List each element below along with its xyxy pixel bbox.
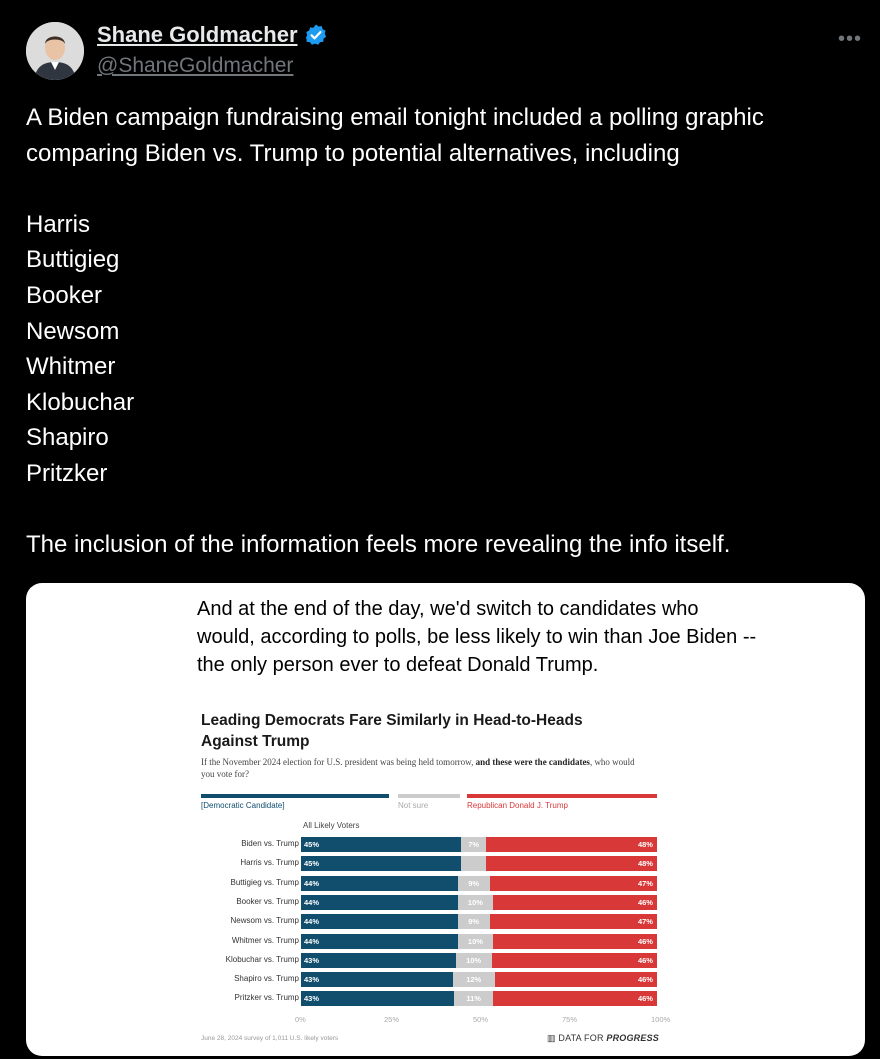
bar-republican: 47% <box>490 876 657 891</box>
bar-republican: 46% <box>493 934 657 949</box>
chart-row-label: Pritzker vs. Trump <box>234 993 299 1003</box>
bar-not-sure: 9% <box>458 876 490 891</box>
chart-row <box>26 893 865 912</box>
bar-republican: 48% <box>486 837 657 852</box>
tweet-text <box>26 100 856 563</box>
chart-row-label: Whitmer vs. Trump <box>231 935 299 945</box>
legend-label: [Democratic Candidate] <box>201 801 285 810</box>
more-options-icon[interactable]: ••• <box>837 28 862 50</box>
bar-not-sure: 9% <box>458 914 490 929</box>
bar-democratic: 44% <box>301 934 458 949</box>
brand-logo <box>547 1033 659 1044</box>
bar-republican: 46% <box>495 972 657 987</box>
author-block <box>97 22 328 78</box>
bar-not-sure: 10% <box>458 895 494 910</box>
bar-democratic: 43% <box>301 953 456 968</box>
chart-row-label: Biden vs. Trump <box>241 839 299 848</box>
avatar-photo <box>26 22 84 80</box>
chart-title: Leading Democrats Fare Similarly in Head-to-Heads Against Trump <box>201 712 583 750</box>
legend-republican <box>467 794 657 810</box>
tweet-name-line: Shapiro <box>26 424 109 452</box>
brand-text: DATA FOR <box>558 1033 607 1043</box>
tweet-name-line: Booker <box>26 281 103 309</box>
tweet-outro: The inclusion of the information feels more revealing the info itself. <box>26 531 731 559</box>
bar-republican: 48% <box>486 856 657 871</box>
chart-row-label: Shapiro vs. Trump <box>234 974 299 984</box>
bar-democratic: 43% <box>301 991 454 1006</box>
bar-republican: 47% <box>490 914 657 929</box>
x-tick-label: 0% <box>295 1015 306 1024</box>
x-tick-label: 50% <box>473 1015 489 1024</box>
x-tick-label: 100% <box>651 1015 671 1024</box>
legend-label: Republican Donald J. Trump <box>467 801 568 810</box>
author-handle[interactable]: @ShaneGoldmacher <box>97 54 294 77</box>
chart-row-label: Harris vs. Trump <box>240 858 299 868</box>
bar-democratic: 44% <box>301 914 458 929</box>
author-name[interactable]: Shane Goldmacher <box>97 22 298 47</box>
tweet-intro: A Biden campaign fundraising email tonight included a polling graphic comparing Biden vs. Trump to potential alternatives, including <box>26 104 764 167</box>
x-tick-label: 75% <box>562 1015 578 1024</box>
legend-not-sure <box>398 794 460 810</box>
bar-not-sure: 10% <box>458 934 494 949</box>
chart-row <box>26 874 865 893</box>
tweet-name-line: Pritzker <box>26 459 108 487</box>
chart-row-label: Booker vs. Trump <box>236 896 299 906</box>
bar-not-sure: 12% <box>453 972 495 987</box>
tweet-media-image[interactable] <box>26 583 865 1056</box>
chart-row <box>26 912 865 931</box>
bar-not-sure <box>461 856 486 871</box>
legend-democratic <box>201 794 389 810</box>
chart-row <box>26 989 865 1008</box>
bar-not-sure: 10% <box>456 953 492 968</box>
tweet-name-line: Whitmer <box>26 353 116 381</box>
legend-label: Not sure <box>398 801 429 810</box>
bar-democratic: 45% <box>301 856 461 871</box>
bar-not-sure: 11% <box>454 991 493 1006</box>
tweet-name-line: Newsom <box>26 317 120 345</box>
bar-democratic: 43% <box>301 972 453 987</box>
bar-democratic: 44% <box>301 895 458 910</box>
tweet-name-line: Harris <box>26 210 90 238</box>
bar-democratic: 45% <box>301 837 461 852</box>
chart-subtitle-part: , who would you vote for? <box>201 757 635 779</box>
chart-subtitle-part: If the November 2024 election for U.S. president was being held tomorrow, <box>201 757 476 767</box>
bar-not-sure: 7% <box>461 837 486 852</box>
chart-row <box>26 970 865 989</box>
brand-icon: ▥ <box>546 1033 559 1043</box>
email-excerpt: And at the end of the day, we'd switch to candidates who would, according to polls, be less likely to win than Joe Biden -- the only person ever to defeat Donald Trump. <box>197 598 757 676</box>
chart-subtitle-bold: and these were the candidates <box>475 757 590 767</box>
chart-source-note: June 28, 2024 survey of 1,011 U.S. likely voters <box>201 1035 339 1042</box>
bar-republican: 46% <box>493 991 657 1006</box>
author-avatar[interactable] <box>26 22 84 80</box>
bar-democratic: 44% <box>301 876 458 891</box>
chart-subtitle <box>201 756 641 780</box>
chart-row <box>26 932 865 951</box>
brand-text-bold: PROGRESS <box>606 1033 659 1043</box>
chart-row <box>26 951 865 970</box>
chart-row <box>26 854 865 873</box>
group-label: All Likely Voters <box>303 821 360 830</box>
tweet-name-line: Klobuchar <box>26 388 135 416</box>
x-tick-label: 25% <box>384 1015 400 1024</box>
tweet-header <box>26 20 880 80</box>
tweet-name-line: Buttigieg <box>26 246 120 274</box>
bar-republican: 46% <box>493 895 657 910</box>
chart-row-label: Newsom vs. Trump <box>230 916 299 926</box>
bar-republican: 46% <box>492 953 657 968</box>
chart-row-label: Klobuchar vs. Trump <box>225 954 299 964</box>
chart-row-label: Buttigieg vs. Trump <box>230 877 299 887</box>
chart-row <box>26 835 865 854</box>
verified-badge-icon <box>304 23 328 47</box>
